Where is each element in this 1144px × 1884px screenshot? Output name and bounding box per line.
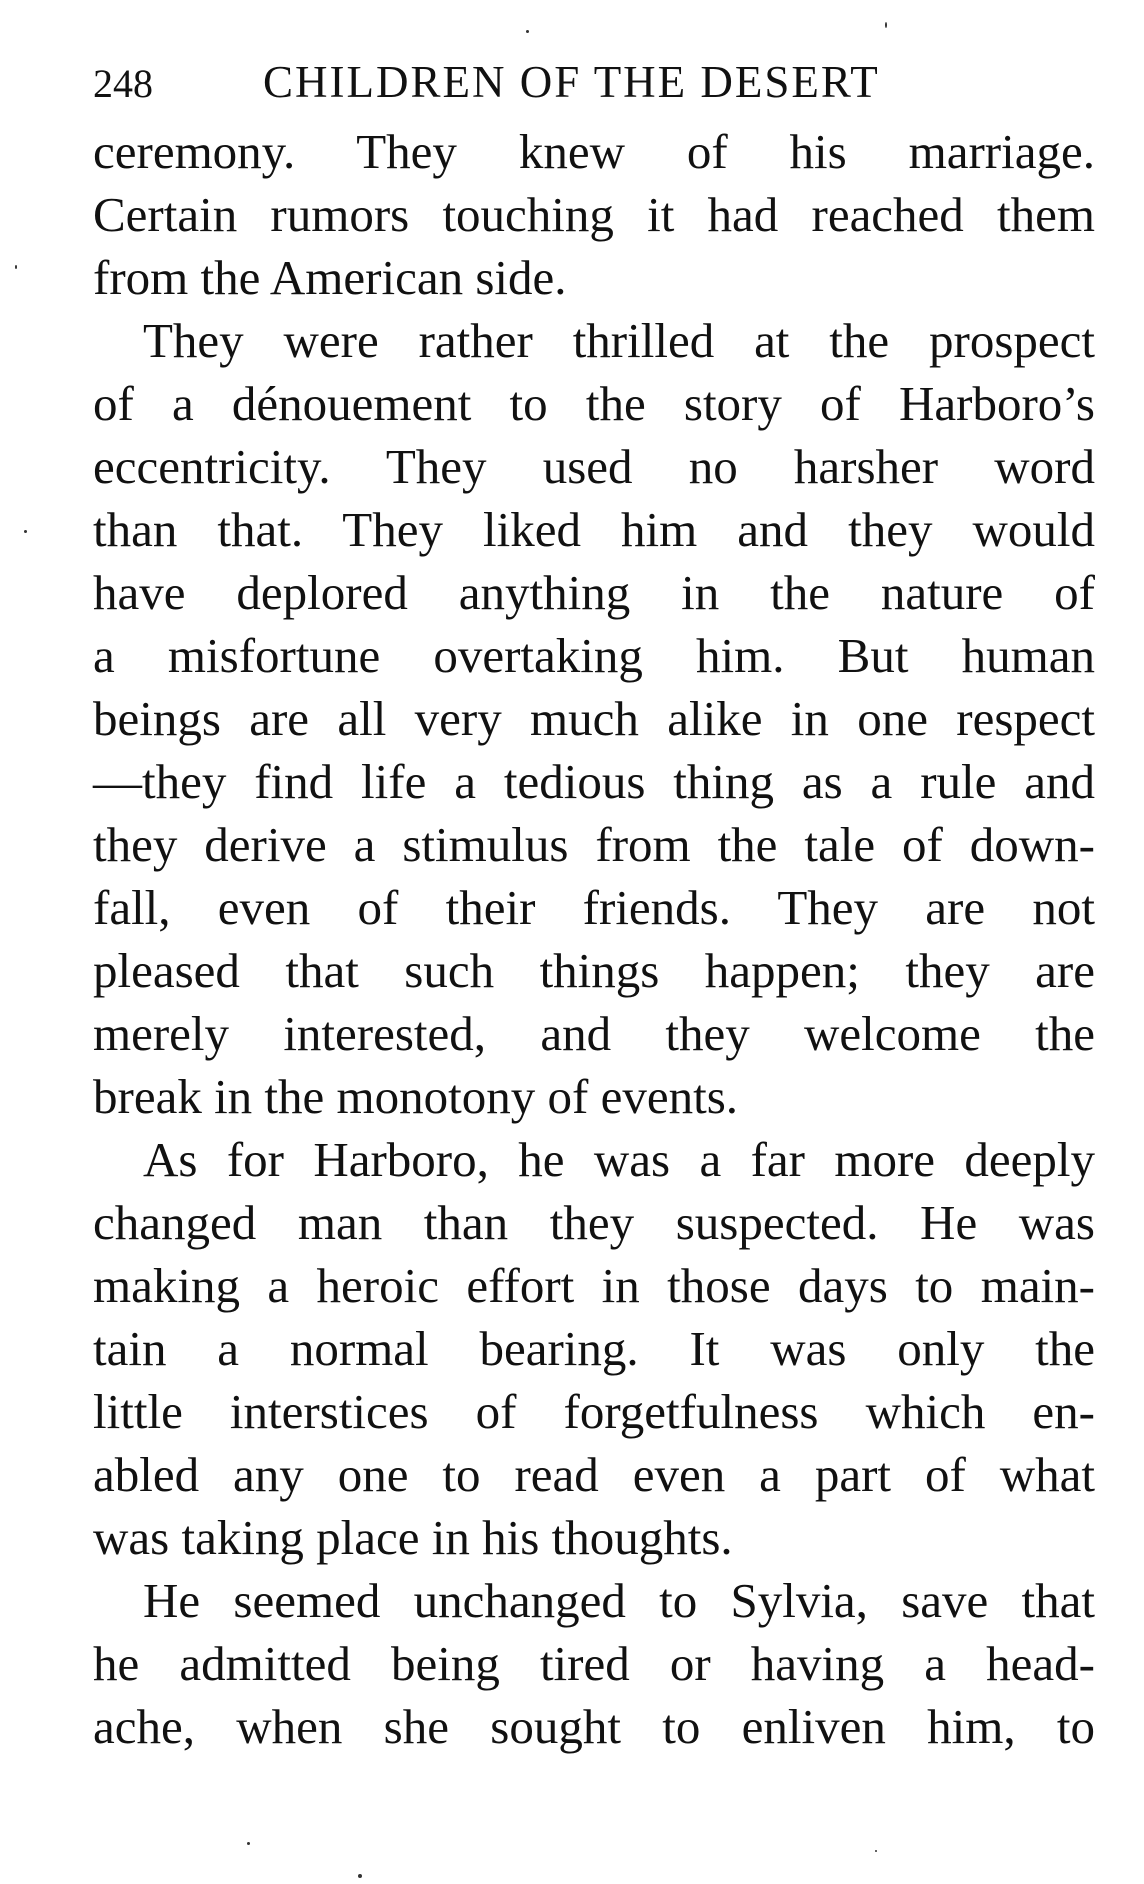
scan-speck [885,22,887,28]
text-line: they derive a stimulus from the tale of down- [93,817,1095,872]
text-line: was taking place in his thoughts. [93,1510,733,1565]
book-title: CHILDREN OF THE DESERT [263,57,880,107]
running-head [93,52,1095,112]
text-line: break in the monotony of events. [93,1069,739,1124]
scan-speck [24,530,27,533]
text-line: abled any one to read even a part of what [93,1447,1095,1502]
scan-speck [247,1842,250,1845]
body-text [93,120,1095,1758]
text-line: ache, when she sought to enliven him, to [93,1699,1095,1754]
scan-speck [15,265,17,269]
text-line: Certain rumors touching it had reached them [93,187,1095,242]
text-line: —they find life a tedious thing as a rule and [93,754,1095,809]
text-line: he admitted being tired or having a head- [93,1636,1095,1691]
text-line: of a dénouement to the story of Harboro’s [93,376,1095,431]
text-line: have deplored anything in the nature of [93,565,1095,620]
paragraph [93,1128,1095,1569]
text-line: changed man than they suspected. He was [93,1195,1095,1250]
text-line: merely interested, and they welcome the [93,1006,1095,1061]
text-line: making a heroic effort in those days to main- [93,1258,1095,1313]
text-line: eccentricity. They used no harsher word [93,439,1095,494]
text-line: They were rather thrilled at the prospect [143,313,1095,368]
text-line: pleased that such things happen; they are [93,943,1095,998]
text-line: fall, even of their friends. They are not [93,880,1095,935]
text-line: He seemed unchanged to Sylvia, save that [143,1573,1095,1628]
text-line: a misfortune overtaking him. But human [93,628,1095,683]
paragraph [93,120,1095,309]
book-page [93,52,1095,1758]
text-line: than that. They liked him and they would [93,502,1095,557]
paragraph [93,309,1095,1128]
scan-speck [526,30,529,33]
text-line: As for Harboro, he was a far more deeply [143,1132,1095,1187]
text-line: little interstices of forgetfulness which en- [93,1384,1095,1439]
scan-speck [875,1850,877,1852]
text-line: from the American side. [93,250,567,305]
paragraph [93,1569,1095,1758]
page-number: 248 [93,61,153,106]
text-line: beings are all very much alike in one respect [93,691,1095,746]
text-line: ceremony. They knew of his marriage. [93,124,1095,179]
text-line: tain a normal bearing. It was only the [93,1321,1095,1376]
scan-speck [358,1874,362,1878]
